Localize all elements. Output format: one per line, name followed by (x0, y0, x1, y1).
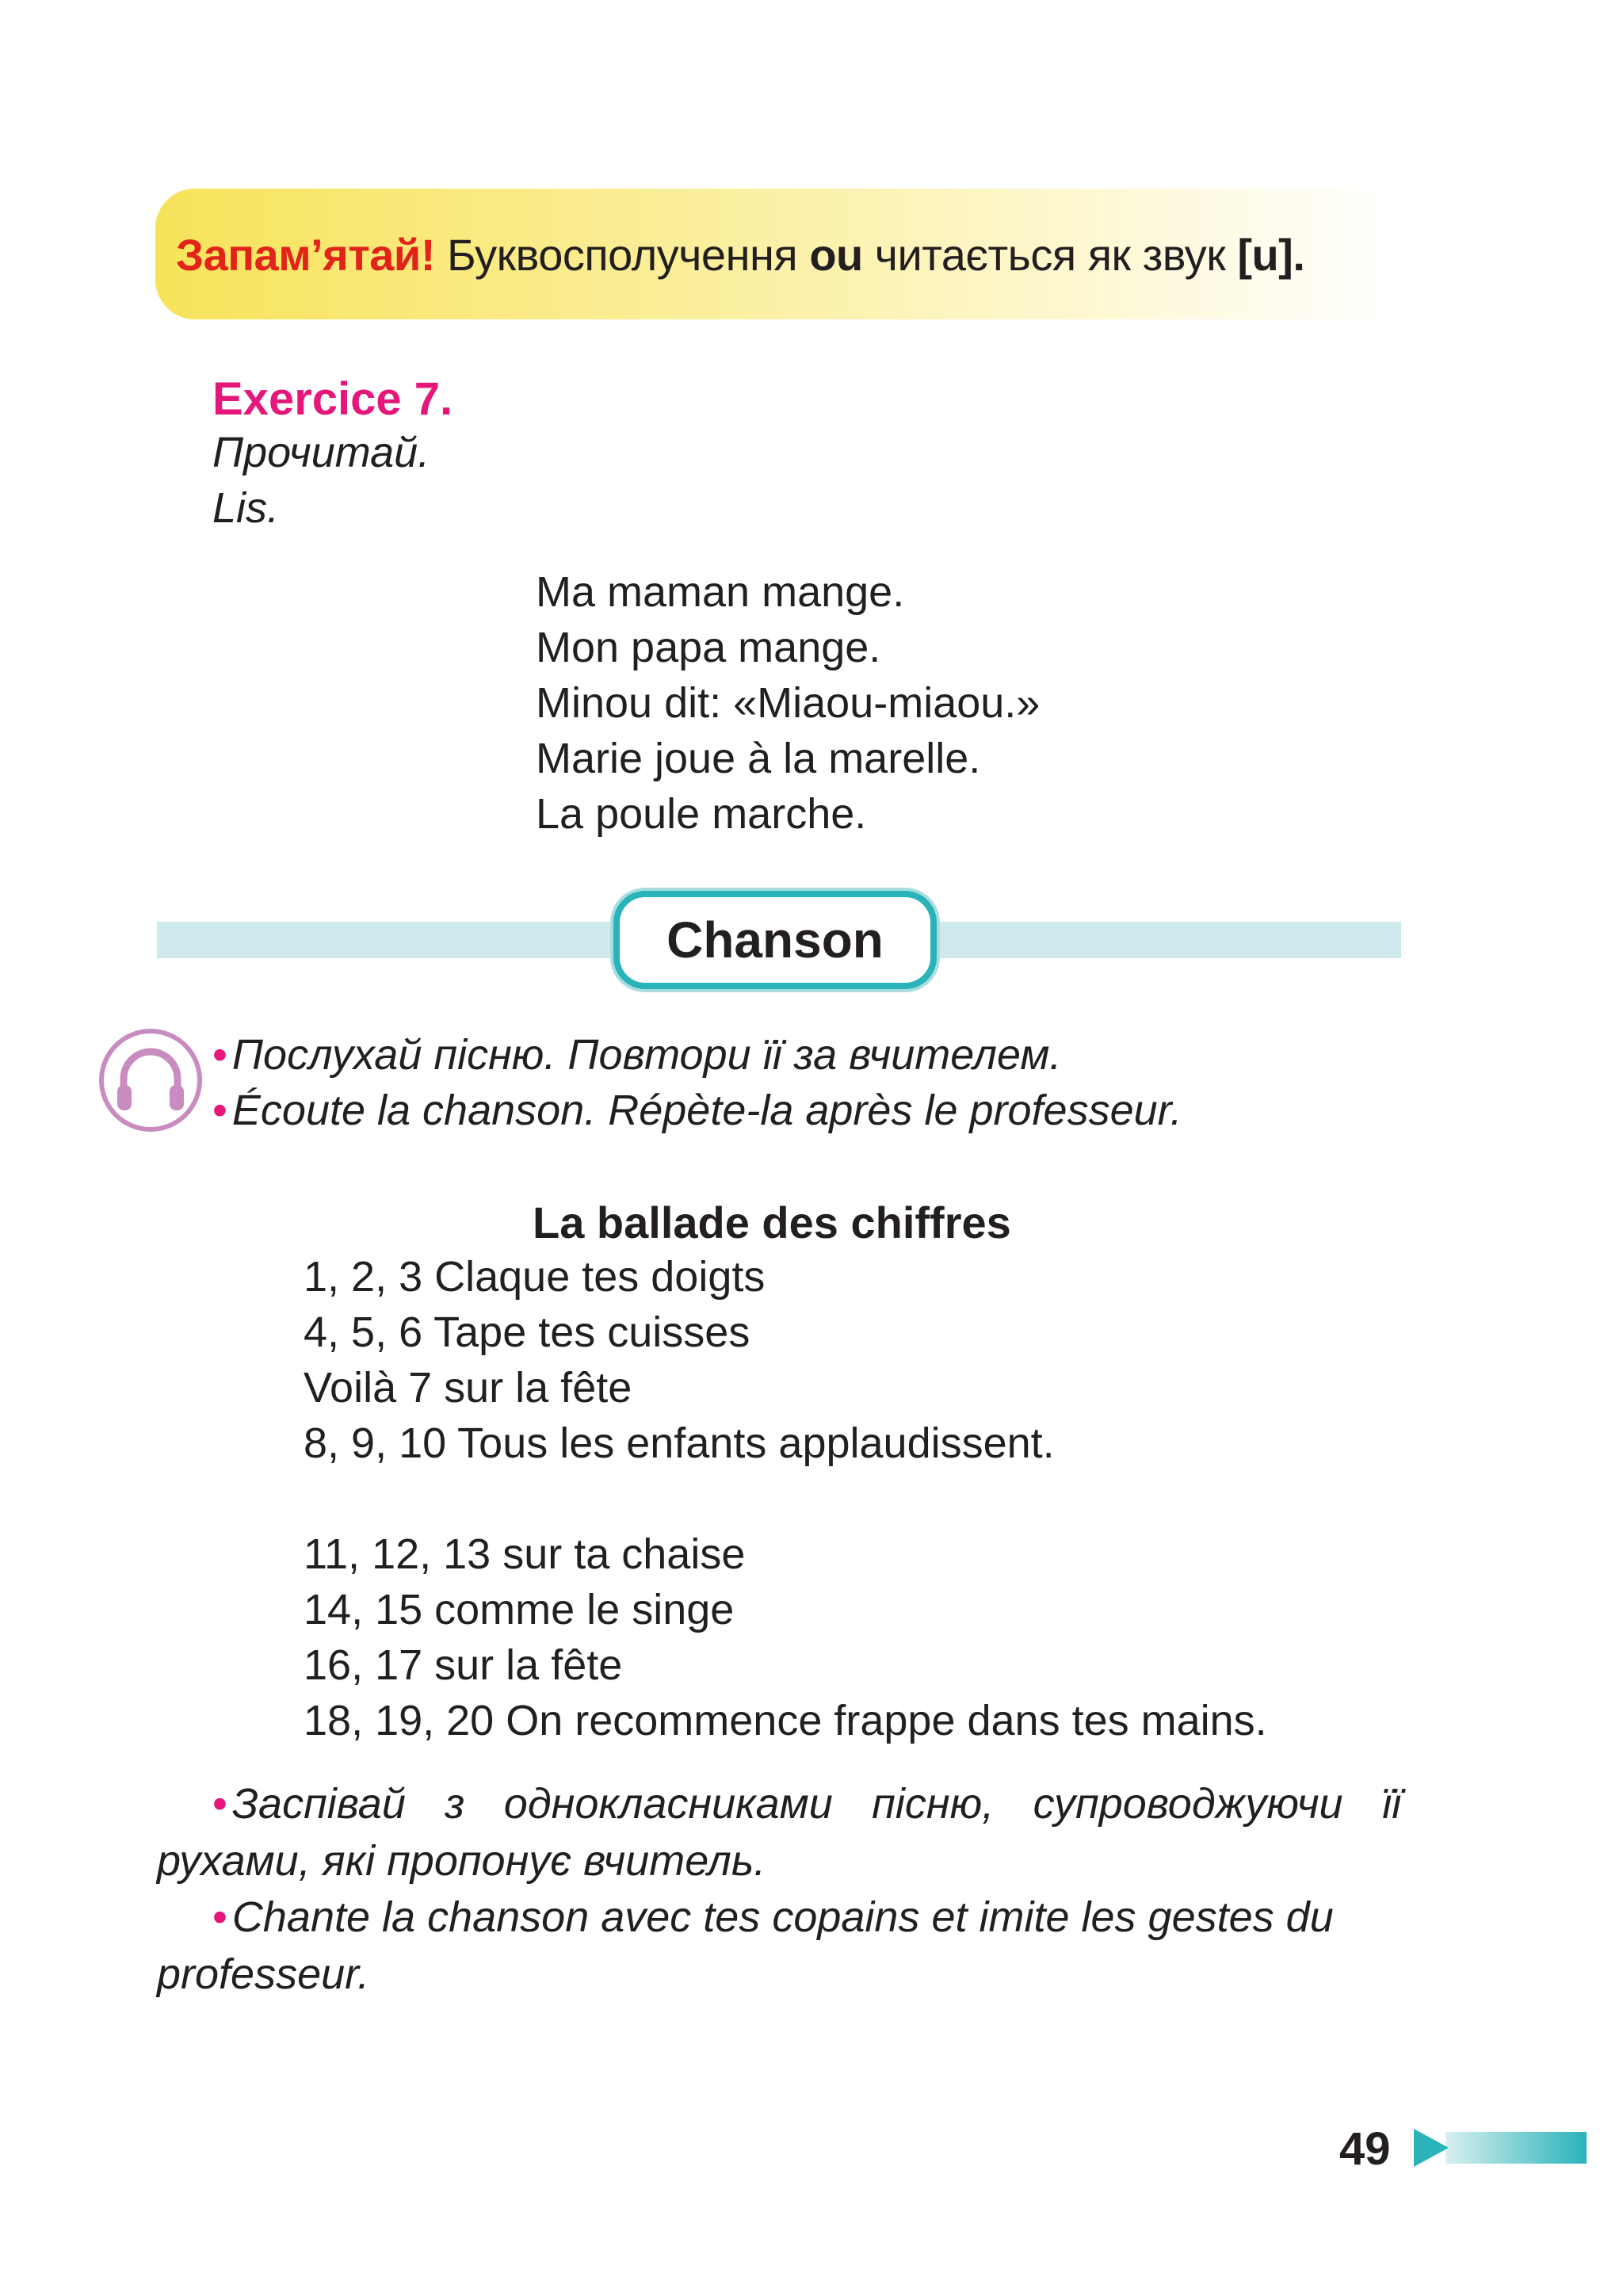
listen-instruction-fr (212, 1086, 1182, 1135)
remember-text-before: Буквосполучення (435, 230, 810, 280)
remember-letters: ou (809, 230, 863, 280)
sing-instruction-fr-text: Chante la chanson avec tes copains et imite les gestes du professeur. (157, 1893, 1334, 1998)
sentence: Mon papa mange. (536, 624, 881, 671)
song-line: 14, 15 comme le singe (304, 1586, 735, 1633)
exercise-sentences (536, 564, 1040, 842)
listen-instruction-uk (212, 1030, 1061, 1079)
song-stanza-2 (304, 1526, 1267, 1748)
page-arrow-icon (1414, 2127, 1587, 2168)
sentence: Minou dit: «Miaou-miaou.» (536, 679, 1041, 727)
song-line: 11, 12, 13 sur ta chaise (304, 1530, 746, 1578)
song-line: 1, 2, 3 Claque tes doigts (304, 1253, 766, 1301)
sing-instruction-uk (157, 1775, 1401, 1889)
remember-label: Запам’ятай! (176, 230, 435, 280)
headphones-icon (97, 1026, 204, 1134)
exercise-instruction-uk: Прочитай. (212, 429, 430, 476)
page-number: 49 (1339, 2123, 1391, 2175)
sentence: La poule marche. (536, 790, 867, 838)
exercise-title: Exercice 7. (212, 373, 453, 425)
bullet-icon: • (212, 1780, 227, 1828)
song-stanza-1 (304, 1249, 1055, 1471)
sing-instruction-fr (157, 1889, 1401, 2003)
remember-text-after: читається як звук (862, 230, 1238, 280)
song-line: 8, 9, 10 Tous les enfants applaudissent. (304, 1419, 1055, 1467)
sentence: Ma maman mange. (536, 568, 905, 616)
song-line: 16, 17 sur la fête (304, 1641, 623, 1689)
listen-instruction-uk-text: Послухай пісню. Повтори її за вчителем. (231, 1031, 1062, 1079)
listen-instruction-fr-text: Écoute la chanson. Répète-la après le professeur. (231, 1087, 1182, 1134)
song-title: La ballade des chiffres (533, 1198, 1011, 1247)
bullet-icon: • (212, 1893, 227, 1941)
song-line: 4, 5, 6 Tape tes cuisses (304, 1308, 750, 1356)
remember-note (176, 230, 1304, 281)
bullet-icon: • (212, 1087, 227, 1134)
song-line: 18, 19, 20 On recommence frappe dans tes mains. (304, 1697, 1267, 1744)
sing-instruction-uk-text: Заспівай з однокласниками пісню, супроводжуючи її рухами, які пропонує вчитель. (157, 1780, 1401, 1885)
bullet-icon: • (212, 1031, 227, 1079)
section-title: Chanson (613, 891, 937, 989)
exercise-instruction-fr: Lis. (212, 484, 280, 532)
song-line: Voilà 7 sur la fête (304, 1364, 632, 1412)
sentence: Marie joue à la marelle. (536, 735, 981, 782)
remember-sound: [u]. (1237, 230, 1305, 280)
